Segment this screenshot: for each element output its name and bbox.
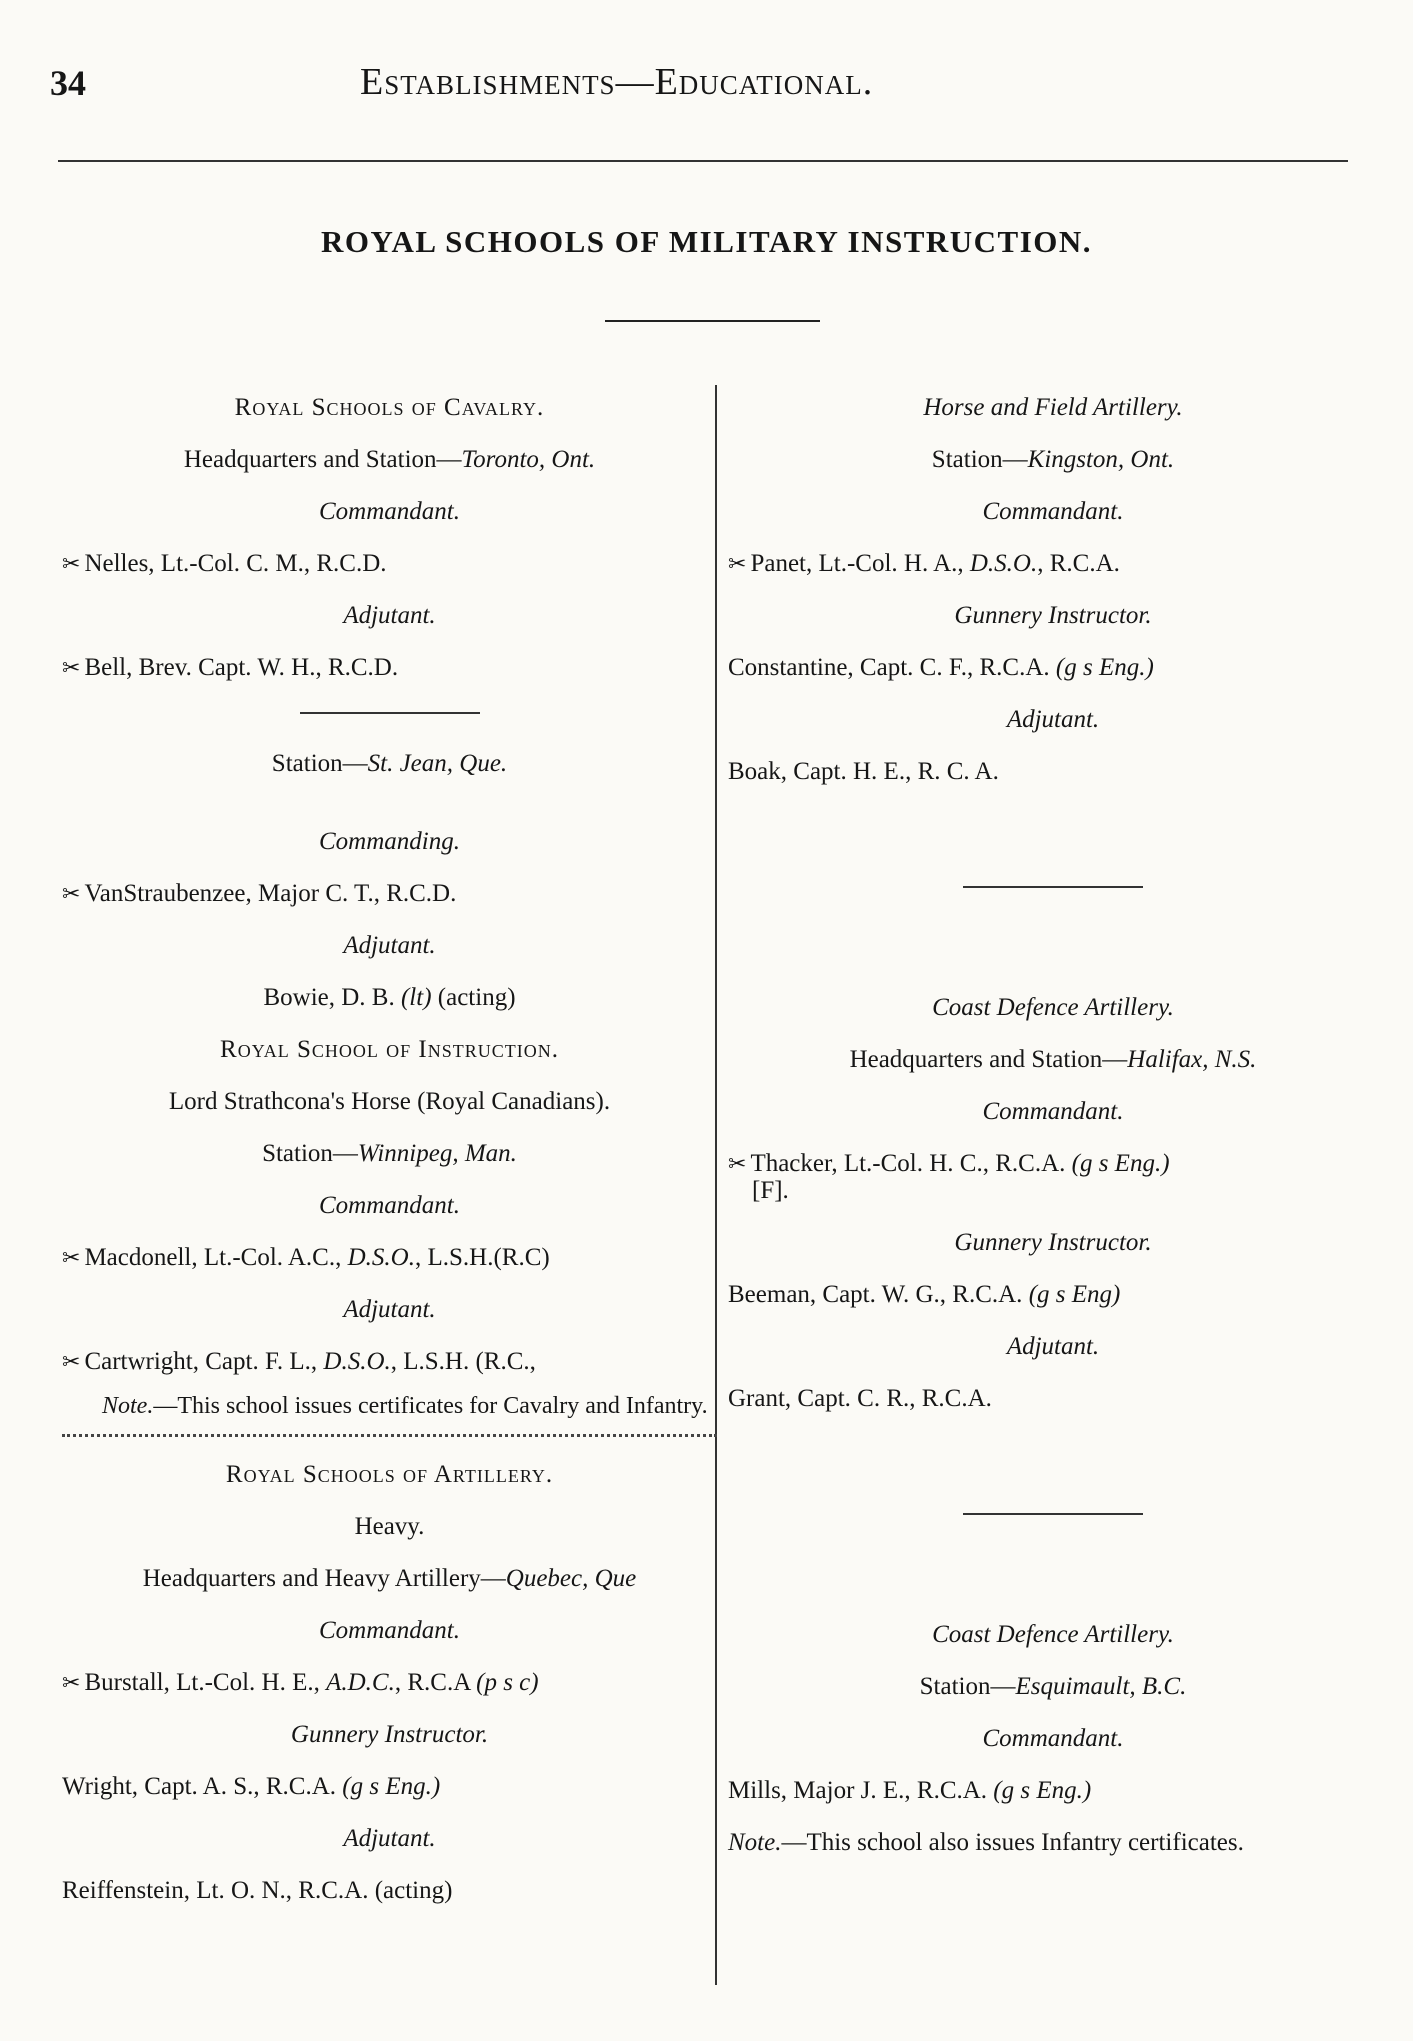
right-column bbox=[728, 382, 1378, 1869]
entry-name: Bell, Brev. Capt. W. H., R.C.D. bbox=[84, 654, 399, 681]
station-prefix: Station— bbox=[262, 1140, 358, 1167]
entry-unit: , R.C.A bbox=[394, 1669, 477, 1696]
scissors-icon: ✂ bbox=[728, 552, 747, 577]
entry-name: Constantine, Capt. C. F., R.C.A. bbox=[728, 654, 1056, 681]
entry-qualification: (g s Eng.) bbox=[993, 1777, 1092, 1804]
station-place: Winnipeg, Man. bbox=[357, 1140, 517, 1167]
entry-line bbox=[728, 1373, 1378, 1425]
scissors-icon: ✂ bbox=[728, 1152, 747, 1177]
entry-honour: D.S.O. bbox=[323, 1348, 391, 1375]
entry-name: VanStraubenzee, Major C. T., R.C.D. bbox=[84, 880, 457, 907]
entry-line bbox=[62, 1761, 717, 1813]
section-heading-instruction: Royal School of Instruction. bbox=[220, 1036, 559, 1063]
entry-qualification: (g s Eng.) bbox=[1071, 1150, 1170, 1177]
note-label: Note. bbox=[102, 1393, 154, 1419]
scissors-icon: ✂ bbox=[62, 1350, 81, 1375]
station-place: Kingston, Ont. bbox=[1027, 446, 1175, 473]
left-column bbox=[62, 382, 717, 1917]
entry-unit: , R.C.A. bbox=[1037, 550, 1120, 577]
entry-rank: (lt) bbox=[400, 984, 432, 1011]
station-prefix: Headquarters and Station— bbox=[183, 446, 462, 473]
section-heading-hfa: Horse and Field Artillery. bbox=[923, 394, 1183, 421]
entry-name: Panet, Lt.-Col. H. A., bbox=[750, 550, 970, 577]
station-place: St. Jean, Que. bbox=[367, 750, 508, 777]
role-label: Commanding. bbox=[319, 828, 460, 855]
role-label: Adjutant. bbox=[343, 602, 436, 629]
role-label: Adjutant. bbox=[343, 1296, 436, 1323]
station-line bbox=[62, 1128, 717, 1180]
entry-line bbox=[728, 746, 1378, 798]
entry-name: Mills, Major J. E., R.C.A. bbox=[728, 1777, 994, 1804]
spacer bbox=[728, 912, 1378, 982]
page-number: 34 bbox=[50, 63, 86, 103]
header-rule bbox=[58, 160, 1348, 162]
station-place: Quebec, Que bbox=[505, 1565, 637, 1592]
dotted-rule bbox=[62, 1434, 717, 1437]
role-label: Commandant. bbox=[982, 1725, 1124, 1752]
role-label: Adjutant. bbox=[1006, 706, 1100, 733]
entry-unit: , L.S.H.(R.C) bbox=[414, 1244, 550, 1271]
entry-line bbox=[62, 1336, 717, 1388]
role-label: Gunnery Instructor. bbox=[290, 1721, 489, 1748]
section-heading-coast-defence: Coast Defence Artillery. bbox=[932, 994, 1174, 1021]
entry-name: Nelles, Lt.-Col. C. M., R.C.D. bbox=[84, 550, 387, 577]
station-line bbox=[728, 1661, 1378, 1713]
station-prefix: Station— bbox=[931, 446, 1028, 473]
scissors-icon: ✂ bbox=[62, 656, 81, 681]
entry-line bbox=[62, 642, 717, 694]
note-label: Note. bbox=[728, 1829, 782, 1856]
station-line bbox=[728, 1034, 1378, 1086]
entry-qualification: (g s Eng) bbox=[1028, 1281, 1121, 1308]
station-place: Halifax, N.S. bbox=[1127, 1046, 1257, 1073]
entry-name: Beeman, Capt. W. G., R.C.A. bbox=[728, 1281, 1029, 1308]
entry-unit: , L.S.H. (R.C., bbox=[390, 1348, 536, 1375]
entry-line bbox=[62, 972, 717, 1024]
entry-qualification: (g s Eng.) bbox=[342, 1773, 441, 1800]
page-title: ROYAL SCHOOLS OF MILITARY INSTRUCTION. bbox=[320, 224, 1093, 259]
entry-line bbox=[728, 1765, 1378, 1817]
entry-line bbox=[728, 642, 1378, 694]
station-prefix: Station— bbox=[271, 750, 368, 777]
section-heading-artillery: Royal Schools of Artillery. bbox=[225, 1461, 554, 1488]
station-line bbox=[62, 434, 717, 486]
entry-line bbox=[62, 868, 717, 920]
role-label: Commandant. bbox=[319, 498, 460, 525]
role-label: Adjutant. bbox=[343, 932, 436, 959]
station-place: Toronto, Ont. bbox=[461, 446, 596, 473]
unit-line: Lord Strathcona's Horse (Royal Canadians). bbox=[168, 1088, 611, 1115]
entry-line bbox=[728, 538, 1378, 590]
station-place: Esquimault, B.C. bbox=[1015, 1673, 1187, 1700]
section-heading-cavalry: Royal Schools of Cavalry. bbox=[234, 394, 545, 421]
role-label: Gunnery Instructor. bbox=[954, 1229, 1152, 1256]
section-rule bbox=[300, 712, 480, 714]
station-line bbox=[62, 738, 717, 790]
entry-line bbox=[62, 1232, 717, 1284]
entry-name: Macdonell, Lt.-Col. A.C., bbox=[84, 1244, 348, 1271]
entry-honour: D.S.O. bbox=[969, 550, 1038, 577]
role-label: Adjutant. bbox=[343, 1825, 436, 1852]
spacer bbox=[728, 798, 1378, 868]
role-label: Commandant. bbox=[982, 1098, 1124, 1125]
note bbox=[62, 1394, 717, 1418]
scissors-icon: ✂ bbox=[62, 882, 81, 907]
title-rule bbox=[605, 320, 820, 322]
note bbox=[728, 1817, 1378, 1869]
section-heading-coast-defence: Coast Defence Artillery. bbox=[932, 1621, 1174, 1648]
spacer bbox=[728, 1425, 1378, 1495]
station-prefix: Headquarters and Heavy Artillery— bbox=[142, 1565, 506, 1592]
entry-honour: D.S.O. bbox=[347, 1244, 415, 1271]
entry-line bbox=[728, 1138, 1378, 1217]
role-label: Gunnery Instructor. bbox=[954, 602, 1152, 629]
entry-name: Grant, Capt. C. R., R.C.A. bbox=[728, 1385, 992, 1412]
entry-line bbox=[728, 1269, 1378, 1321]
entry-name: Cartwright, Capt. F. L., bbox=[84, 1348, 324, 1375]
entry-honour: A.D.C. bbox=[326, 1669, 395, 1696]
station-line bbox=[62, 1553, 717, 1605]
entry-name: Bowie, D. B. bbox=[263, 984, 401, 1011]
running-head: Establishments—Educational. bbox=[360, 61, 874, 103]
role-label: Commandant. bbox=[319, 1192, 460, 1219]
entry-line bbox=[62, 1865, 717, 1917]
entry-line bbox=[62, 538, 717, 590]
entry-name: Thacker, Lt.-Col. H. C., R.C.A. bbox=[750, 1150, 1072, 1177]
entry-qualification: (p s c) bbox=[476, 1669, 539, 1696]
station-prefix: Headquarters and Station— bbox=[849, 1046, 1128, 1073]
entry-name: Wright, Capt. A. S., R.C.A. bbox=[62, 1773, 343, 1800]
entry-suffix: [F]. bbox=[752, 1177, 789, 1204]
note-text: —This school issues certificates for Cavalry and Infantry. bbox=[153, 1393, 708, 1419]
scissors-icon: ✂ bbox=[62, 552, 81, 577]
role-label: Adjutant. bbox=[1006, 1333, 1100, 1360]
station-line bbox=[728, 434, 1378, 486]
entry-line bbox=[62, 1657, 717, 1709]
section-rule bbox=[963, 1513, 1143, 1515]
entry-suffix: (acting) bbox=[431, 984, 516, 1011]
role-label: Commandant. bbox=[319, 1617, 460, 1644]
entry-qualification: (g s Eng.) bbox=[1055, 654, 1154, 681]
spacer bbox=[62, 790, 717, 816]
scissors-icon: ✂ bbox=[62, 1246, 81, 1271]
note-text: —This school also issues Infantry certificates. bbox=[781, 1829, 1244, 1856]
section-rule bbox=[963, 886, 1143, 888]
role-label: Commandant. bbox=[982, 498, 1124, 525]
entry-name: Reiffenstein, Lt. O. N., R.C.A. (acting) bbox=[62, 1877, 453, 1904]
spacer bbox=[728, 1539, 1378, 1609]
station-prefix: Station— bbox=[919, 1673, 1016, 1700]
sub-heading: Heavy. bbox=[354, 1513, 425, 1540]
entry-name: Boak, Capt. H. E., R. C. A. bbox=[728, 758, 999, 785]
scissors-icon: ✂ bbox=[62, 1671, 81, 1696]
entry-name: Burstall, Lt.-Col. H. E., bbox=[84, 1669, 327, 1696]
